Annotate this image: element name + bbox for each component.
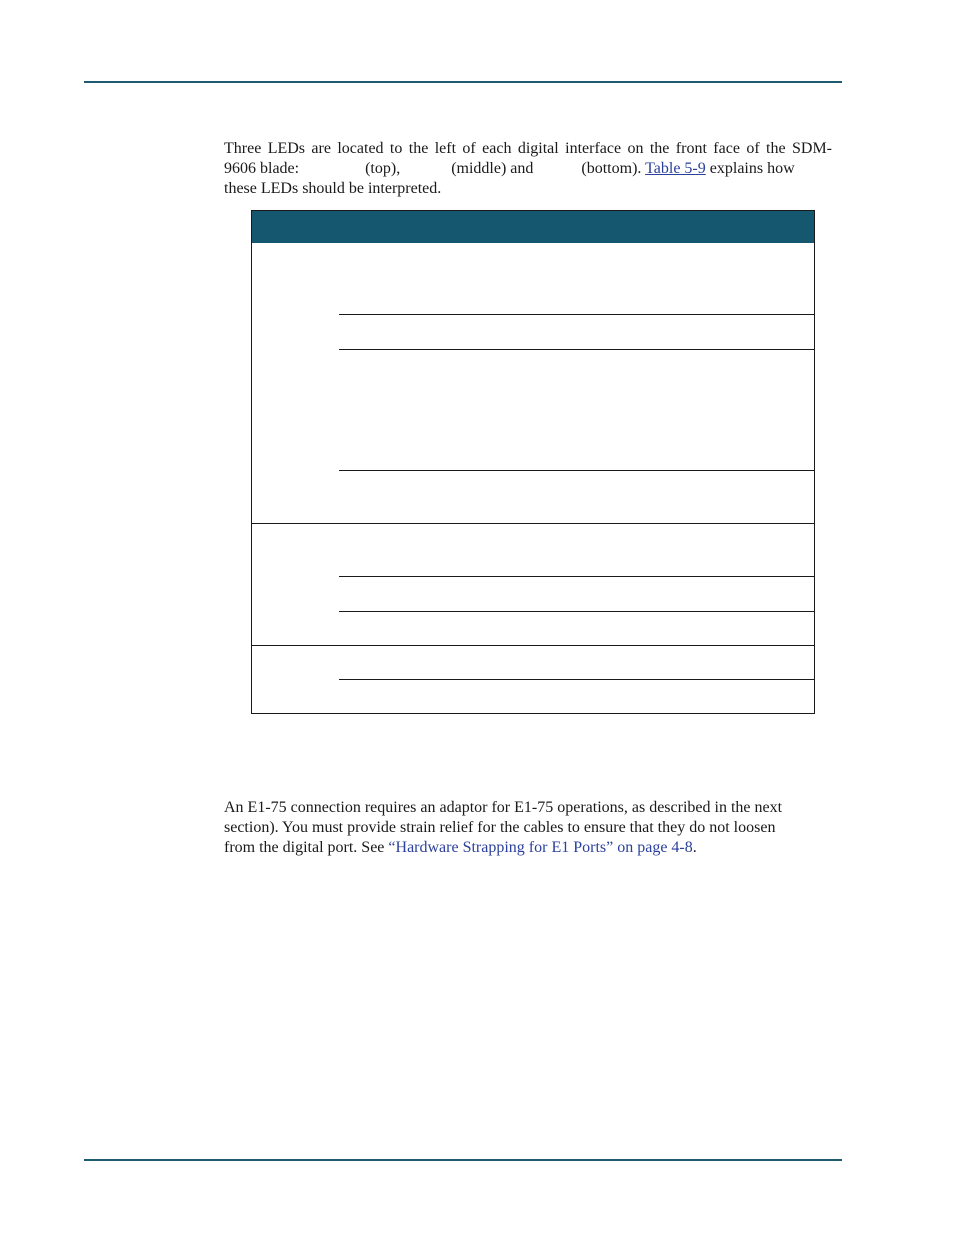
connection-paragraph <box>224 798 832 858</box>
intro-line-3: these LEDs should be interpreted. <box>224 180 442 197</box>
led-table-group-divider <box>252 645 814 646</box>
led-table-row-divider <box>339 576 814 577</box>
intro-line-1: Three LEDs are located to the left of each digital interface on the front face of the SDM- <box>224 140 832 157</box>
led-table-row-divider <box>339 470 814 471</box>
led-table-row-divider <box>339 611 814 612</box>
intro-text-bottom: (bottom). <box>581 160 642 177</box>
led-table-header <box>252 211 814 243</box>
intro-text-blade: 9606 blade: <box>224 160 300 177</box>
hardware-strapping-link[interactable]: “Hardware Strapping for E1 Ports” on page 4-8 <box>388 839 693 856</box>
led-table-row-divider <box>339 349 814 350</box>
connection-line-2: section). You must provide strain relief for the cables to ensure that they do not loosen <box>224 819 776 836</box>
header-rule <box>84 81 842 83</box>
intro-paragraph <box>224 139 832 199</box>
led-table <box>251 210 815 714</box>
footer-rule <box>84 1159 842 1161</box>
led-table-row-divider <box>339 679 814 680</box>
connection-line-3 <box>224 838 832 858</box>
connection-text-see: from the digital port. See <box>224 839 385 856</box>
led-table-row-divider <box>339 314 814 315</box>
table-5-9-link[interactable]: Table 5-9 <box>645 160 706 177</box>
intro-text-explains: explains how <box>709 160 795 177</box>
led-table-group-divider <box>252 523 814 524</box>
intro-text-top: (top), <box>365 160 401 177</box>
intro-text-middle: (middle) and <box>451 160 534 177</box>
connection-line-1: An E1-75 connection requires an adaptor for E1-75 operations, as described in the next <box>224 799 783 816</box>
connection-text-period: . <box>692 839 697 856</box>
intro-line-2 <box>224 159 832 179</box>
